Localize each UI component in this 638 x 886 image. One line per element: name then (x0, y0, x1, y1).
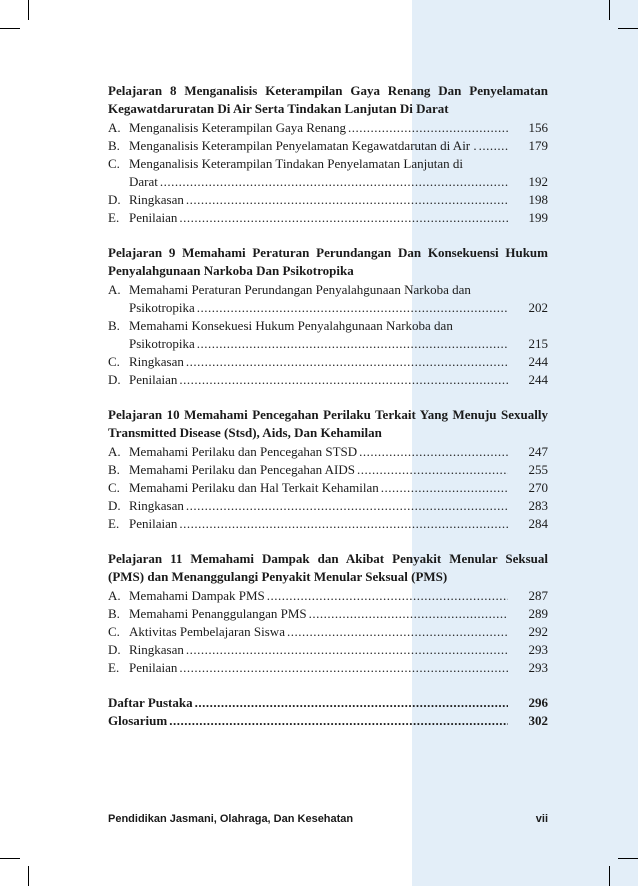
toc-entry[interactable] (108, 605, 548, 623)
entry-text (129, 497, 510, 515)
entry-letter: A. (108, 282, 121, 297)
entry-line-text: Menganalisis Keterampilan Penyelamatan Kegawatdarutan di Air . (129, 138, 477, 153)
toc-section (108, 550, 548, 677)
entry-line (129, 659, 510, 677)
entry-text (108, 712, 510, 730)
section-title: Pelajaran 10 Memahami Pencegahan Perilaku Terkait Yang Menuju Sexually Transmitted Disease (Stsd), Aids, Dan Kehamilan (108, 407, 548, 440)
entry-letter: A. (108, 444, 121, 459)
entry-line (129, 623, 510, 641)
entry-page-number: 192 (528, 174, 548, 189)
toc-section (108, 82, 548, 227)
entry-line (129, 353, 510, 371)
entry-line (129, 209, 510, 227)
entry-text (129, 587, 510, 605)
dot-leader (179, 371, 508, 389)
entry-line-text: Aktivitas Pembelajaran Siswa (129, 624, 285, 639)
entry-page-number: 296 (528, 695, 548, 710)
toc-entry[interactable] (108, 497, 548, 515)
dot-leader (479, 137, 508, 155)
dot-leader (179, 209, 508, 227)
dot-leader (186, 497, 508, 515)
page-footer (108, 813, 548, 825)
crop-mark (28, 866, 29, 886)
entry-letter: D. (108, 642, 121, 657)
section-title: Pelajaran 9 Memahami Peraturan Perundangan Dan Konsekuensi Hukum Penyalahgunaan Narkoba Dan Psikotropika (108, 245, 548, 278)
toc-entry[interactable] (108, 515, 548, 533)
dot-leader (169, 712, 508, 730)
entry-line-text: Memahami Penanggulangan PMS (129, 606, 307, 621)
entry-page-number: 215 (528, 336, 548, 351)
crop-mark (609, 866, 610, 886)
entry-text (129, 641, 510, 659)
entry-line-text: Menganalisis Keterampilan Tindakan Penyelamatan Lanjutan di (129, 156, 463, 171)
toc-entry[interactable] (108, 119, 548, 137)
crop-mark (0, 858, 20, 859)
entry-line (129, 371, 510, 389)
crop-mark (618, 28, 638, 29)
toc-entry[interactable] (108, 155, 548, 191)
entry-page-number: 284 (528, 516, 548, 531)
entry-line (129, 137, 510, 155)
dot-leader (348, 119, 508, 137)
toc-entry[interactable] (108, 479, 548, 497)
dot-leader (359, 443, 508, 461)
section-title: Pelajaran 11 Memahami Dampak dan Akibat Penyakit Menular Seksual (PMS) dan Menanggulangi Penyakit Menular Seksual (PMS) (108, 551, 548, 584)
entry-page-number: 244 (528, 354, 548, 369)
entry-line-text: Psikotropika (129, 300, 195, 315)
dot-leader (186, 641, 508, 659)
entry-page-number: 244 (528, 372, 548, 387)
toc-entry[interactable] (108, 353, 548, 371)
entry-line-text: Penilaian (129, 210, 178, 225)
entry-line-text: Ringkasan (129, 642, 184, 657)
entry-line (129, 461, 510, 479)
dot-leader (267, 587, 508, 605)
entry-line (129, 191, 510, 209)
dot-leader (197, 299, 508, 317)
toc-section (108, 406, 548, 533)
dot-leader (160, 173, 508, 191)
entry-page-number: 289 (528, 606, 548, 621)
entry-line (129, 641, 510, 659)
entry-text (129, 209, 510, 227)
toc-entry[interactable] (108, 209, 548, 227)
toc-entry[interactable] (108, 712, 548, 730)
entry-text (108, 694, 510, 712)
entry-letter: B. (108, 606, 120, 621)
entry-page-number: 255 (528, 462, 548, 477)
entry-line-text: Memahami Peraturan Perundangan Penyalahgunaan Narkoba dan (129, 282, 471, 297)
dot-leader (197, 335, 508, 353)
toc-entry[interactable] (108, 137, 548, 155)
toc-entry[interactable] (108, 191, 548, 209)
entry-line-text: Darat (129, 174, 158, 189)
footer-book-title: Pendidikan Jasmani, Olahraga, Dan Kesehatan (108, 813, 354, 825)
entry-page-number: 199 (528, 210, 548, 225)
toc-final-entries (108, 694, 548, 730)
toc-section (108, 244, 548, 389)
entry-line (108, 712, 510, 730)
dot-leader (179, 515, 508, 533)
entry-page-number: 302 (528, 713, 548, 728)
entry-page-number: 198 (528, 192, 548, 207)
entry-line (129, 497, 510, 515)
toc-entry[interactable] (108, 659, 548, 677)
entry-line (129, 299, 510, 317)
entry-text (129, 479, 510, 497)
crop-mark (618, 858, 638, 859)
entry-page-number: 247 (528, 444, 548, 459)
entry-line (129, 155, 510, 173)
toc-entry[interactable] (108, 461, 548, 479)
entry-page-number: 283 (528, 498, 548, 513)
entry-line (129, 443, 510, 461)
entry-line-text: Ringkasan (129, 498, 184, 513)
entry-line-text: Memahami Dampak PMS (129, 588, 265, 603)
entry-text (129, 371, 510, 389)
entry-letter: B. (108, 138, 120, 153)
entry-line-text: Memahami Perilaku dan Hal Terkait Kehamilan (129, 480, 379, 495)
entry-text (129, 443, 510, 461)
toc-entry[interactable] (108, 623, 548, 641)
toc-entry[interactable] (108, 371, 548, 389)
entry-text (129, 191, 510, 209)
entry-text (129, 155, 510, 191)
toc-entry[interactable] (108, 443, 548, 461)
entry-line-text: Memahami Konsekuesi Hukum Penyalahgunaan Narkoba dan (129, 318, 453, 333)
entry-letter: D. (108, 498, 121, 513)
entry-text (129, 137, 510, 155)
entry-letter: A. (108, 120, 121, 135)
entry-line (129, 281, 510, 299)
entry-line (108, 694, 510, 712)
entry-letter: C. (108, 156, 120, 171)
entry-text (129, 281, 510, 317)
entry-page-number: 293 (528, 642, 548, 657)
dot-leader (381, 479, 508, 497)
entry-line (129, 317, 510, 335)
crop-mark (0, 28, 20, 29)
entry-line (129, 119, 510, 137)
section-title: Pelajaran 8 Menganalisis Keterampilan Gaya Renang Dan Penyelamatan Kegawatdaruratan Di Air Serta Tindakan Lanjutan Di Darat (108, 83, 548, 116)
entry-label: Daftar Pustaka (108, 695, 193, 710)
entry-text (129, 317, 510, 353)
dot-leader (186, 191, 508, 209)
entry-line-text: Penilaian (129, 516, 178, 531)
entry-page-number: 179 (528, 138, 548, 153)
crop-mark (609, 0, 610, 20)
dot-leader (179, 659, 508, 677)
entry-line (129, 605, 510, 623)
entry-line (129, 173, 510, 191)
entry-page-number: 293 (528, 660, 548, 675)
toc-entry[interactable] (108, 641, 548, 659)
dot-leader (287, 623, 508, 641)
entry-text (129, 605, 510, 623)
entry-text (129, 461, 510, 479)
dot-leader (309, 605, 508, 623)
entry-line-text: Penilaian (129, 372, 178, 387)
entry-line-text: Penilaian (129, 660, 178, 675)
entry-line-text: Memahami Perilaku dan Pencegahan STSD (129, 444, 358, 459)
entry-page-number: 202 (528, 300, 548, 315)
entry-letter: D. (108, 372, 121, 387)
crop-mark (28, 0, 29, 20)
entry-letter: E. (108, 210, 120, 225)
entry-letter: E. (108, 516, 120, 531)
entry-letter: C. (108, 354, 120, 369)
entry-line (129, 515, 510, 533)
footer-page-number: vii (535, 813, 548, 825)
entry-label: Glosarium (108, 713, 168, 728)
toc-entry[interactable] (108, 587, 548, 605)
toc-entry[interactable] (108, 694, 548, 712)
entry-line (129, 479, 510, 497)
entry-line-text: Ringkasan (129, 354, 184, 369)
entry-letter: C. (108, 480, 120, 495)
entry-line-text: Memahami Perilaku dan Pencegahan AIDS (129, 462, 355, 477)
toc-entry[interactable] (108, 281, 548, 317)
entry-letter: A. (108, 588, 121, 603)
entry-text (129, 353, 510, 371)
entry-page-number: 270 (528, 480, 548, 495)
entry-letter: C. (108, 624, 120, 639)
toc-sections (108, 82, 548, 677)
entry-line-text: Ringkasan (129, 192, 184, 207)
entry-page-number: 156 (528, 120, 548, 135)
entry-page-number: 287 (528, 588, 548, 603)
table-of-contents (108, 82, 548, 730)
entry-letter: B. (108, 462, 120, 477)
dot-leader (195, 694, 508, 712)
entry-line (129, 587, 510, 605)
toc-entry[interactable] (108, 317, 548, 353)
entry-letter: B. (108, 318, 120, 333)
entry-line-text: Psikotropika (129, 336, 195, 351)
entry-text (129, 623, 510, 641)
entry-page-number: 292 (528, 624, 548, 639)
entry-letter: E. (108, 660, 120, 675)
entry-text (129, 119, 510, 137)
entry-line (129, 335, 510, 353)
entry-letter: D. (108, 192, 121, 207)
entry-text (129, 659, 510, 677)
entry-line-text: Menganalisis Keterampilan Gaya Renang (129, 120, 346, 135)
entry-text (129, 515, 510, 533)
dot-leader (357, 461, 508, 479)
dot-leader (186, 353, 508, 371)
